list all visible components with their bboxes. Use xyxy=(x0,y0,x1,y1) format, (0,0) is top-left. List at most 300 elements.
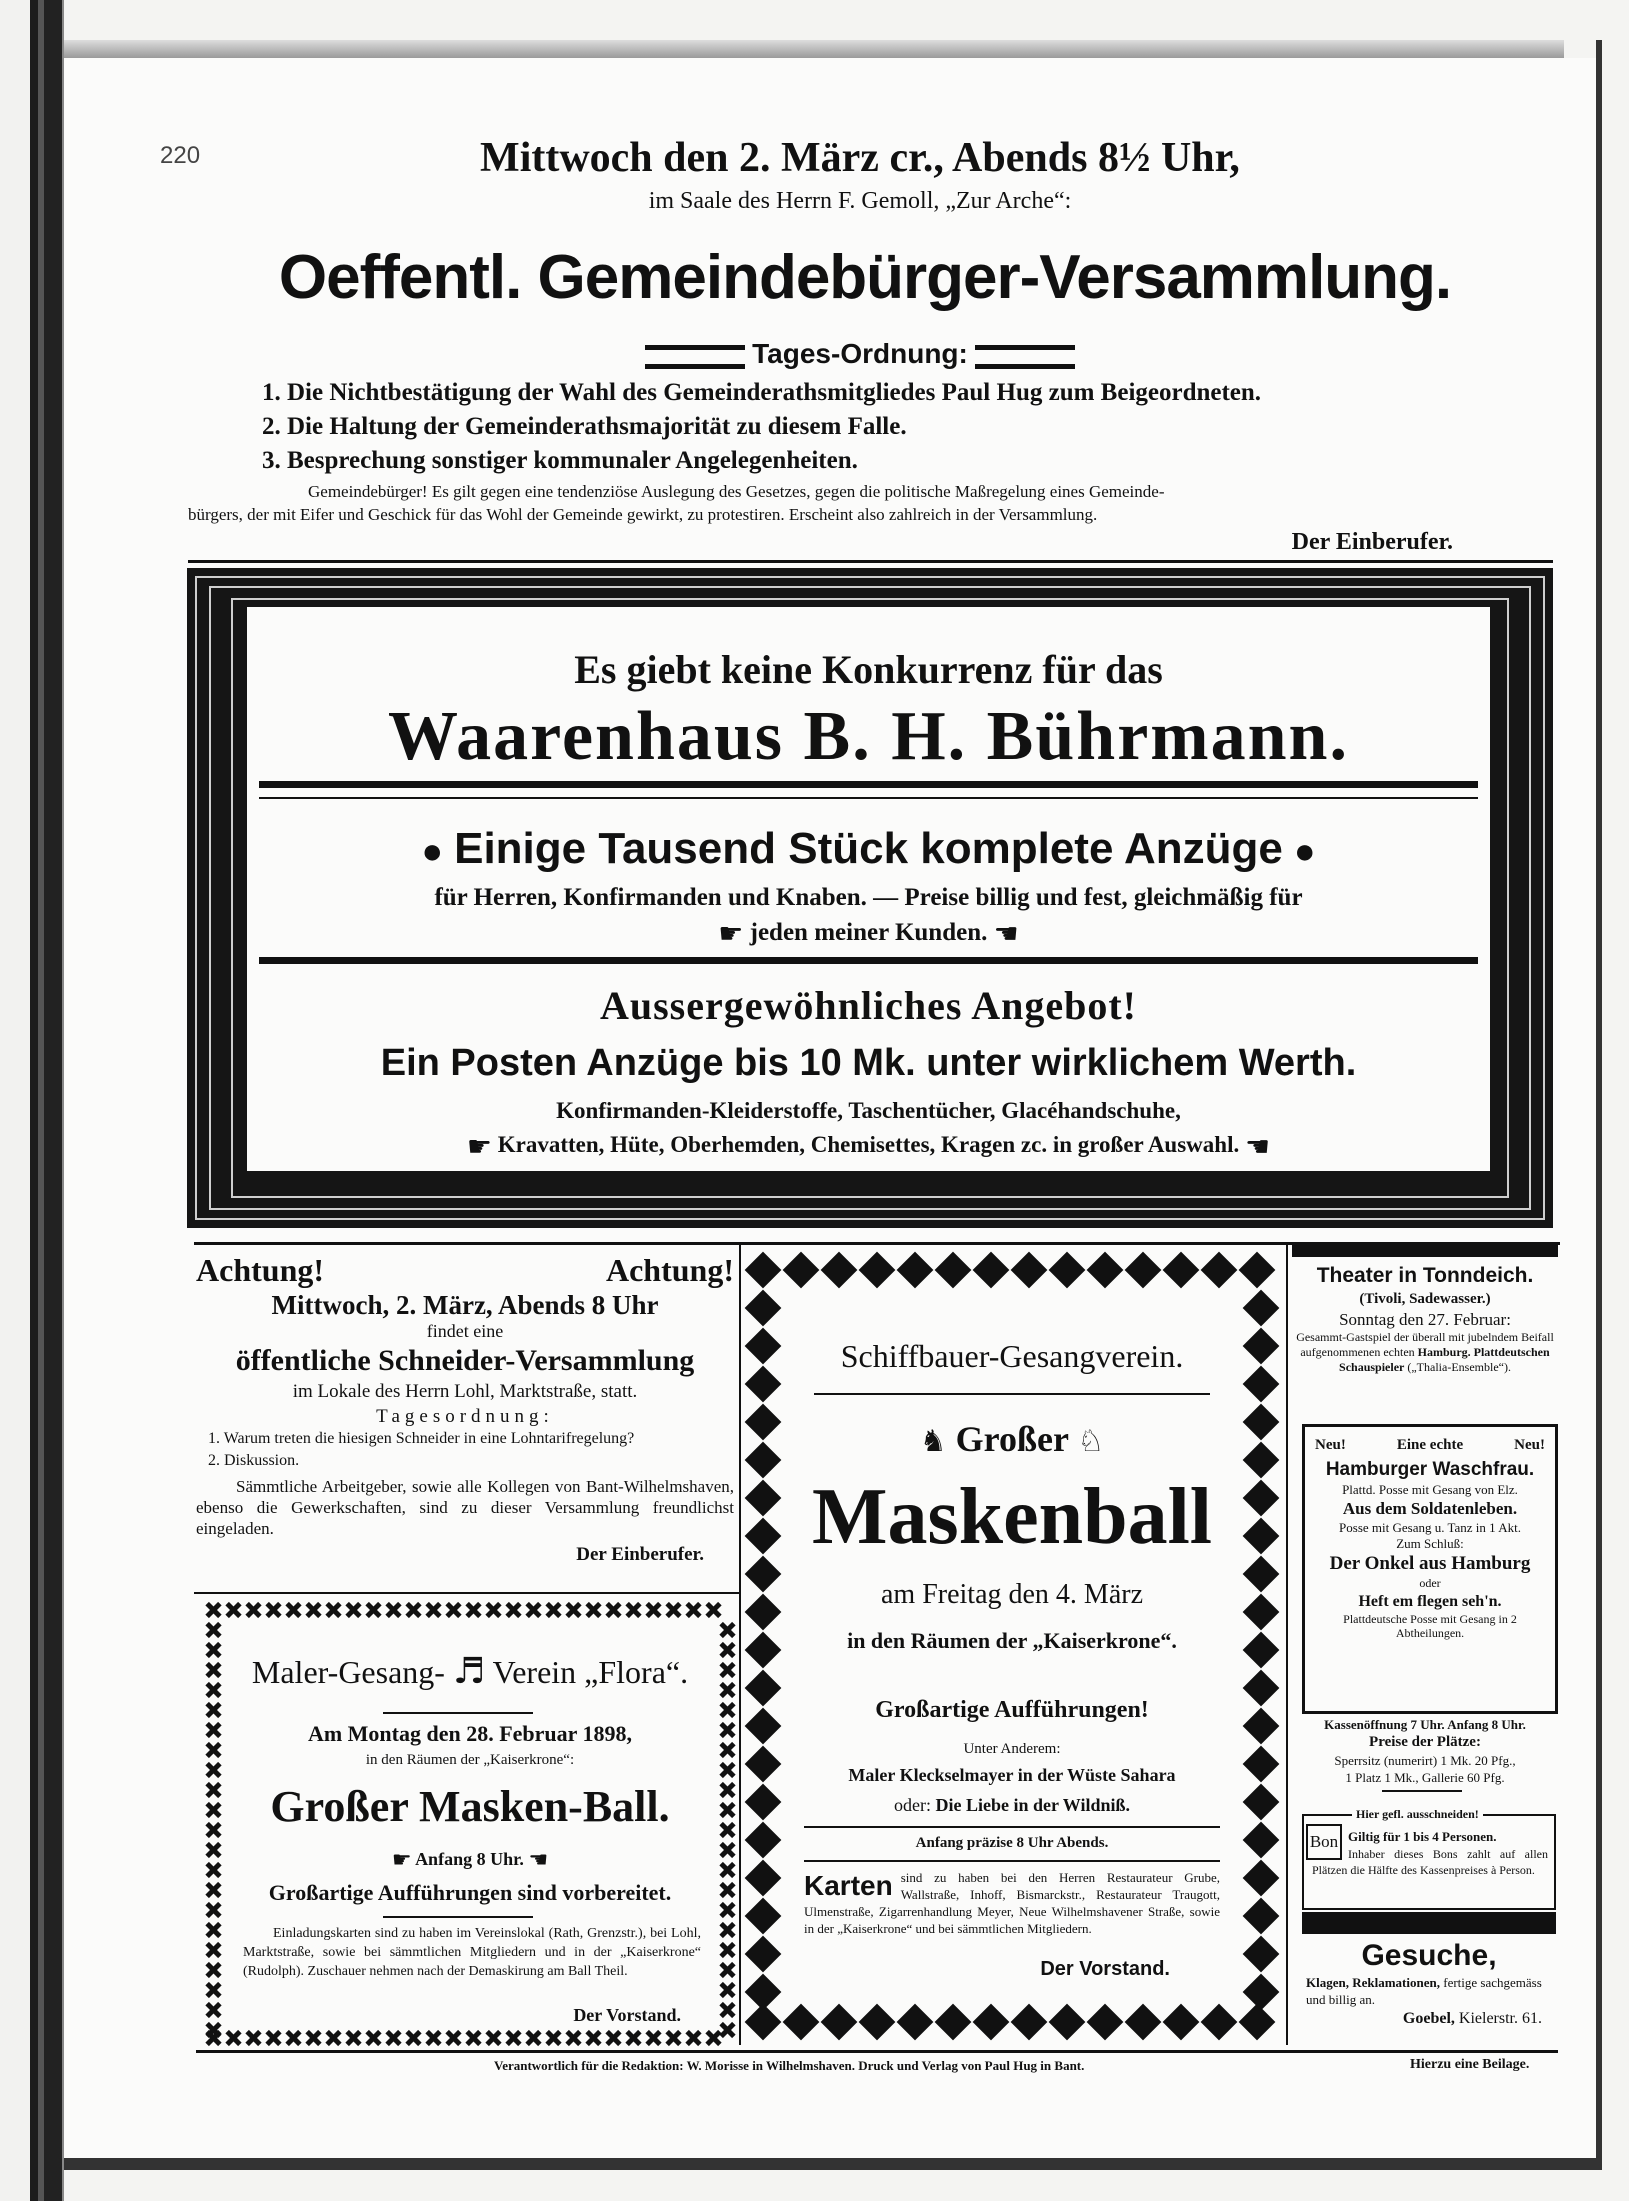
cross-ornament xyxy=(505,2030,521,2046)
cross-ornament xyxy=(445,2030,461,2046)
diamond-ornament xyxy=(1243,1974,1280,2011)
schiffbauer-club: Schiffbauer-Gesangverein. xyxy=(840,1338,1184,1374)
cross-ornament xyxy=(205,1962,221,1978)
coupon-box xyxy=(1302,1807,1556,1910)
schneider-venue: im Lokale des Herrn Lohl, Marktstraße, statt. xyxy=(292,1381,638,1402)
play1-desc: Plattd. Posse mit Gesang von Elz. xyxy=(1342,1482,1518,1497)
diamond-ornament xyxy=(745,1594,782,1631)
diamond-ornament xyxy=(935,1252,972,1289)
diamond-ornament xyxy=(745,1746,782,1783)
diamond-ornament xyxy=(745,1936,782,1973)
cross-ornament xyxy=(605,2030,621,2046)
diamond-ornament xyxy=(745,1822,782,1859)
double-rule-ornament xyxy=(975,345,1075,369)
divider xyxy=(259,957,1478,964)
diamond-ornament xyxy=(745,1328,782,1365)
attention-row xyxy=(196,1250,734,1290)
schneider-findet: findet eine xyxy=(426,1321,504,1341)
diamond-ornament xyxy=(745,1556,782,1593)
imprint: Verantwortlich für die Redaktion: W. Morisse in Wilhelmshaven. Druck und Verlag von Paul Hug in Bant. xyxy=(494,2058,1085,2073)
divider xyxy=(188,560,1553,563)
diamond-ornament xyxy=(745,1974,782,2011)
diamond-ornament xyxy=(745,1480,782,1517)
divider xyxy=(196,2050,1558,2053)
cross-ornament xyxy=(285,1602,301,1618)
cross-ornament xyxy=(719,2002,735,2018)
cross-ornament xyxy=(685,1602,701,1618)
schiffbauer-signature: Der Vorstand. xyxy=(1040,1958,1170,1980)
bon-valid: Giltig für 1 bis 4 Personen. xyxy=(1348,1829,1497,1844)
cross-ornament xyxy=(325,1602,341,1618)
schneider-agenda-heading: Tagesordnung: xyxy=(376,1406,554,1427)
cross-ornament xyxy=(485,2030,501,2046)
play2: Aus dem Soldatenleben. xyxy=(1342,1499,1518,1518)
cross-ornament xyxy=(719,1922,735,1938)
divider xyxy=(194,1592,739,1594)
theater-desc-bold: Hamburg. Plattdeutschen Schauspieler xyxy=(1339,1345,1550,1374)
cross-ornament xyxy=(265,2030,281,2046)
cross-ornament xyxy=(645,2030,661,2046)
divider xyxy=(383,1712,533,1714)
schneider-title: öffentliche Schneider-Versammlung xyxy=(235,1344,695,1377)
meeting-venue: im Saale des Herrn F. Gemoll, „Zur Arche“: xyxy=(648,188,1072,214)
flora-performances: Großartige Aufführungen sind vorbereitet. xyxy=(268,1880,672,1905)
diamond-ornament xyxy=(1243,1632,1280,1669)
agenda-item: 1. Die Nichtbestätigung der Wahl des Gemeinderathsmitgliedes Paul Hug zum Beigeordneten. xyxy=(262,379,1262,406)
diamond-ornament xyxy=(745,1784,782,1821)
cross-ornament xyxy=(205,1702,221,1718)
diamond-ornament xyxy=(935,2004,972,2041)
agenda-list xyxy=(262,376,1542,478)
diamond-ornament xyxy=(1243,1822,1280,1859)
divider xyxy=(814,1393,1210,1395)
divider xyxy=(259,797,1478,799)
schiffbauer-among: Unter Anderem: xyxy=(963,1741,1061,1757)
schiffbauer-date: am Freitag den 4. März xyxy=(880,1579,1144,1610)
diamond-ornament xyxy=(745,1290,782,1327)
cross-ornament xyxy=(465,2030,481,2046)
prices-line: 1 Platz 1 Mk., Gallerie 60 Pfg. xyxy=(1345,1770,1505,1785)
attention-left: Achtung! xyxy=(196,1252,325,1288)
cross-ornament xyxy=(685,2030,701,2046)
cross-ornament xyxy=(205,1782,221,1798)
diamond-ornament xyxy=(1163,1252,1200,1289)
column-rule xyxy=(739,1245,741,2045)
agenda-item: 2. Diskussion. xyxy=(208,1452,300,1469)
diamond-ornament xyxy=(1243,1518,1280,1555)
diamond-ornament xyxy=(783,1252,820,1289)
agenda-item: 1. Warum treten die hiesigen Schneider in eine Lohntarifregelung? xyxy=(208,1430,635,1447)
prices-heading: Preise der Plätze: xyxy=(1369,1734,1481,1750)
cross-ornament xyxy=(205,1902,221,1918)
schiffbauer-headline: Maskenball xyxy=(811,1473,1213,1561)
diamond-ornament xyxy=(1087,2004,1124,2041)
diamond-ornament xyxy=(821,2004,858,2041)
diamond-ornament xyxy=(1239,2004,1276,2041)
diamond-ornament xyxy=(745,1898,782,1935)
dancer-figure-icon: ♘ xyxy=(1077,1424,1105,1459)
cross-ornament xyxy=(245,1602,261,1618)
schneider-signature: Der Einberufer. xyxy=(576,1544,704,1565)
meeting-date-line: Mittwoch den 2. März cr., Abends 8½ Uhr, xyxy=(480,135,1240,181)
theater-program-box xyxy=(1302,1424,1558,1714)
cross-ornament xyxy=(719,1622,735,1638)
cross-ornament xyxy=(719,1642,735,1658)
cross-ornament xyxy=(719,1662,735,1678)
column-rule xyxy=(1286,1245,1288,2045)
cross-ornament xyxy=(345,2030,361,2046)
divider xyxy=(383,1916,533,1918)
diamond-ornament xyxy=(1243,1708,1280,1745)
diamond-ornament xyxy=(1243,1936,1280,1973)
cross-ornament xyxy=(205,1602,221,1618)
schneider-date: Mittwoch, 2. März, Abends 8 Uhr xyxy=(271,1290,659,1320)
diamond-ornament xyxy=(1201,2004,1238,2041)
cross-ornament xyxy=(719,2022,735,2038)
page-right-edge xyxy=(1596,40,1602,2170)
schiffbauer-tickets xyxy=(804,1869,1220,1937)
goebel-text-bold: Klagen, Reklamationen, xyxy=(1306,1975,1440,1990)
page-top-edge xyxy=(64,40,1564,58)
diamond-ornament xyxy=(1243,1746,1280,1783)
cross-ornament xyxy=(719,1982,735,1998)
flora-info: Einladungskarten sind zu haben im Vereinslokal (Rath, Grenzstr.), bei Lohl, Marktstraße, sowie bei sämmtlichen Mitgliedern und in der „Kaiserkrone“ (Rudolph). Zuschauer nehmen nach der Demaskirung am Ball Theil. xyxy=(243,1926,701,1979)
cross-ornament xyxy=(205,1802,221,1818)
meeting-signature: Der Einberufer. xyxy=(1291,529,1453,555)
flora-title-left: Maler-Gesang- xyxy=(251,1654,445,1690)
play2-desc: Posse mit Gesang u. Tanz in 1 Akt. xyxy=(1339,1520,1521,1535)
cross-ornament xyxy=(719,1842,735,1858)
double-rule-ornament xyxy=(645,345,745,369)
cross-ornament xyxy=(485,1602,501,1618)
diamond-ornament xyxy=(745,1708,782,1745)
diamond-ornament xyxy=(745,1404,782,1441)
cross-ornament xyxy=(205,1642,221,1658)
cross-ornament xyxy=(205,1882,221,1898)
bullet-icon: ● xyxy=(1293,831,1316,871)
cross-ornament xyxy=(719,1802,735,1818)
pointing-hand-left-icon: ☚ xyxy=(528,1847,549,1873)
schneider-ad xyxy=(196,1250,734,1567)
agenda-item: 2. Die Haltung der Gemeinderathsmajorität zu diesem Falle. xyxy=(262,413,907,440)
schiffbauer-venue: in den Räumen der „Kaiserkrone“. xyxy=(847,1628,1177,1653)
theater-times: Kassenöffnung 7 Uhr. Anfang 8 Uhr. xyxy=(1324,1717,1526,1732)
cross-ornament xyxy=(525,1602,541,1618)
buehrmann-goods2-row xyxy=(247,1127,1490,1165)
cross-ornament xyxy=(719,1822,735,1838)
pointing-hand-left-icon: ☚ xyxy=(1244,1129,1271,1163)
cross-ornament xyxy=(365,1602,381,1618)
diamond-ornament xyxy=(1243,1366,1280,1403)
pointing-hand-right-icon: ☛ xyxy=(718,917,744,951)
cross-ornament xyxy=(705,1602,721,1618)
cross-ornament xyxy=(225,1602,241,1618)
theater-prices xyxy=(1292,1716,1558,1792)
buehrmann-goods2: Kravatten, Hüte, Oberhemden, Chemisettes, Kragen zc. in großer Auswahl. xyxy=(497,1132,1240,1157)
cross-ornament xyxy=(719,1782,735,1798)
theater-ad xyxy=(1292,1262,1558,1375)
diamond-ornament xyxy=(821,1252,858,1289)
diamond-ornament xyxy=(1239,1252,1276,1289)
cross-ornament xyxy=(325,2030,341,2046)
diamond-ornament xyxy=(1243,1556,1280,1593)
goebel-name: Goebel, xyxy=(1402,2010,1455,2027)
buehrmann-headline: Einige Tausend Stück komplete Anzüge xyxy=(454,824,1283,873)
cross-ornament xyxy=(665,2030,681,2046)
cross-ornament xyxy=(719,1882,735,1898)
theater-date: Sonntag den 27. Februar: xyxy=(1339,1310,1511,1329)
flora-start-row xyxy=(231,1844,709,1876)
diamond-ornament xyxy=(745,1632,782,1669)
cross-ornament xyxy=(245,2030,261,2046)
cross-ornament xyxy=(365,2030,381,2046)
cross-ornament xyxy=(205,1942,221,1958)
schiffbauer-ad xyxy=(744,1251,1280,2041)
new-right: Neu! xyxy=(1514,1437,1545,1453)
diamond-ornament xyxy=(1243,1670,1280,1707)
attention-right: Achtung! xyxy=(605,1252,734,1288)
goebel-text-body: fertige sachgemäss und billig an. xyxy=(1306,1975,1542,2007)
cross-ornament xyxy=(625,2030,641,2046)
pointing-hand-right-icon: ☛ xyxy=(391,1847,412,1873)
supplement-note: Hierzu eine Beilage. xyxy=(1410,2057,1530,2072)
diamond-ornament xyxy=(1243,1442,1280,1479)
schiffbauer-grosser: Großer xyxy=(955,1419,1069,1459)
appeal-line: Gemeindebürger! Es gilt gegen eine tendenziöse Auslegung des Gesetzes, gegen die politische Maßregelung eines Gemeinde- xyxy=(308,482,1165,501)
cross-ornament xyxy=(719,1902,735,1918)
flora-title-row xyxy=(231,1644,709,1700)
theater-desc xyxy=(1292,1330,1558,1375)
cross-ornament xyxy=(585,1602,601,1618)
cross-ornament xyxy=(385,2030,401,2046)
goebel-address: Kielerstr. 61. xyxy=(1458,2010,1542,2027)
prices-line: Sperrsitz (numerirt) 1 Mk. 20 Pfg., xyxy=(1334,1753,1516,1768)
cross-ornament xyxy=(305,2030,321,2046)
diamond-ornament xyxy=(1125,1252,1162,1289)
schiffbauer-play: Maler Kleckselmayer in der Wüste Sahara xyxy=(848,1765,1176,1785)
bullet-icon: ● xyxy=(421,831,444,871)
theater-desc-text: Gesammt-Gastspiel der überall mit jubelndem Beifall aufgenommenen echten xyxy=(1296,1330,1554,1359)
new-row xyxy=(1305,1433,1555,1457)
theater-title: Theater in Tonndeich. xyxy=(1316,1264,1534,1287)
cross-ornament xyxy=(265,1602,281,1618)
tickets-label: Karten xyxy=(804,1870,893,1901)
flora-headline: Großer Masken-Ball. xyxy=(270,1782,670,1831)
meeting-appeal xyxy=(188,480,1548,526)
diamond-ornament xyxy=(1243,1860,1280,1897)
cross-ornament xyxy=(205,1982,221,1998)
lyre-emblem-icon: ♬ xyxy=(452,1651,486,1692)
buehrmann-goods1: Konfirmanden-Kleiderstoffe, Taschentücher, Glacéhandschuhe, xyxy=(556,1098,1181,1123)
diamond-ornament xyxy=(897,1252,934,1289)
cross-ornament xyxy=(719,1742,735,1758)
cross-ornament xyxy=(205,1682,221,1698)
cross-ornament xyxy=(565,2030,581,2046)
diamond-ornament xyxy=(973,2004,1010,2041)
cross-ornament xyxy=(205,2002,221,2018)
new-left: Neu! xyxy=(1315,1437,1346,1453)
diamond-ornament xyxy=(897,2004,934,2041)
diamond-ornament xyxy=(973,1252,1010,1289)
cross-ornament xyxy=(465,1602,481,1618)
cross-ornament xyxy=(665,1602,681,1618)
cut-here: Hier gefl. ausschneiden! xyxy=(1352,1807,1483,1822)
diamond-ornament xyxy=(1087,1252,1124,1289)
cross-ornament xyxy=(719,1722,735,1738)
new-mid: Eine echte xyxy=(1396,1437,1464,1453)
finale-label: Zum Schluß: xyxy=(1396,1536,1464,1551)
divider xyxy=(1302,1912,1556,1934)
pointing-hand-right-icon: ☛ xyxy=(466,1129,492,1163)
flora-venue: in den Räumen der „Kaiserkrone“: xyxy=(365,1752,575,1768)
diamond-ornament xyxy=(1049,2004,1086,2041)
diamond-ornament xyxy=(745,1252,782,1289)
play3-desc: Plattdeutsche Posse mit Gesang in 2 Abtheilungen. xyxy=(1343,1612,1517,1640)
divider xyxy=(804,1826,1220,1828)
meeting-title: Oeffentl. Gemeindebürger-Versammlung. xyxy=(278,243,1452,312)
diamond-ornament xyxy=(859,1252,896,1289)
diamond-ornament xyxy=(783,2004,820,2041)
cross-ornament xyxy=(225,2030,241,2046)
buehrmann-text1: für Herren, Konfirmanden und Knaben. — Preise billig und fest, gleichmäßig für xyxy=(434,884,1303,911)
cross-ornament xyxy=(505,1602,521,1618)
cross-ornament xyxy=(719,1962,735,1978)
diamond-ornament xyxy=(1049,1252,1086,1289)
cross-ornament xyxy=(719,1702,735,1718)
cross-ornament xyxy=(405,1602,421,1618)
page-bottom-edge xyxy=(64,2158,1602,2170)
play3-oder: oder xyxy=(1419,1576,1441,1590)
diamond-ornament xyxy=(1243,1594,1280,1631)
cross-ornament xyxy=(205,1842,221,1858)
cross-ornament xyxy=(205,1862,221,1878)
play-alt: Die Liebe in der Wildniß. xyxy=(935,1795,1131,1815)
cross-ornament xyxy=(545,1602,561,1618)
diamond-ornament xyxy=(1243,1898,1280,1935)
cross-ornament xyxy=(525,2030,541,2046)
schiffbauer-performances: Großartige Aufführungen! xyxy=(875,1697,1149,1723)
buehrmann-intro: Es giebt keine Konkurrenz für das xyxy=(574,647,1163,692)
goebel-address-row xyxy=(1300,2008,1558,2030)
flora-date: Am Montag den 28. Februar 1898, xyxy=(307,1721,633,1746)
diamond-ornament xyxy=(745,1442,782,1479)
cross-ornament xyxy=(445,1602,461,1618)
play3: Der Onkel aus Hamburg xyxy=(1329,1553,1531,1574)
diamond-ornament xyxy=(1011,2004,1048,2041)
flora-start: Anfang 8 Uhr. xyxy=(415,1849,524,1869)
cross-ornament xyxy=(205,1622,221,1638)
buehrmann-text2-row xyxy=(247,915,1490,952)
diamond-ornament xyxy=(745,1366,782,1403)
diamond-ornament xyxy=(745,1670,782,1707)
diamond-ornament xyxy=(1201,1252,1238,1289)
schiffbauer-play-alt-row xyxy=(792,1793,1232,1817)
diamond-ornament xyxy=(745,1518,782,1555)
cross-ornament xyxy=(205,1762,221,1778)
diamond-ornament xyxy=(859,2004,896,2041)
goebel-title: Gesuche, xyxy=(1361,1939,1497,1972)
goebel-ad xyxy=(1300,1938,1558,2030)
cross-ornament xyxy=(425,1602,441,1618)
play3-alt: Heft em flegen seh'n. xyxy=(1358,1593,1502,1610)
diamond-ornament xyxy=(1243,1480,1280,1517)
theater-desc-end: („Thalia-Ensemble“). xyxy=(1407,1360,1511,1374)
cross-ornament xyxy=(285,2030,301,2046)
cross-ornament xyxy=(305,1602,321,1618)
cross-ornament xyxy=(345,1602,361,1618)
play1: Hamburger Waschfrau. xyxy=(1325,1459,1535,1480)
divider xyxy=(1382,1790,1462,1792)
book-binding xyxy=(0,0,64,2201)
cross-ornament xyxy=(205,1822,221,1838)
cross-ornament xyxy=(719,1682,735,1698)
divider xyxy=(1292,1245,1558,1257)
buehrmann-ad xyxy=(247,607,1490,1171)
goebel-text xyxy=(1300,1974,1558,2008)
cross-ornament xyxy=(205,1922,221,1938)
diamond-ornament xyxy=(1243,1784,1280,1821)
pointing-hand-left-icon: ☚ xyxy=(993,917,1019,951)
schiffbauer-grosser-row xyxy=(792,1417,1232,1464)
cross-ornament xyxy=(545,2030,561,2046)
cross-ornament xyxy=(719,1762,735,1778)
flora-title-right: Verein „Flora“. xyxy=(492,1654,689,1690)
cross-ornament xyxy=(205,1722,221,1738)
buehrmann-text2: jeden meiner Kunden. xyxy=(749,919,988,946)
buehrmann-offer: Aussergewöhnliches Angebot! xyxy=(599,983,1138,1028)
cross-ornament xyxy=(645,1602,661,1618)
diamond-ornament xyxy=(745,1860,782,1897)
buehrmann-name: Waarenhaus B. H. Bührmann. xyxy=(388,698,1349,775)
agenda-item: 3. Besprechung sonstiger kommunaler Angelegenheiten. xyxy=(262,447,858,474)
dancer-figure-icon: ♞ xyxy=(919,1424,947,1459)
theater-subtitle: (Tivoli, Sadewasser.) xyxy=(1359,1291,1491,1307)
cross-ornament xyxy=(625,1602,641,1618)
tickets-text: sind zu haben bei den Herren Restaurateur Grube, Wallstraße, Inhoff, Bismarckstr., Restaurateur Traugott, Ulmenstraße, Zigarrenhandlung Meyer, Neue Wilhelmshavener Straße, sowie in der „Kaiserkrone“ und bei sämmtlichen Mitgliedern. xyxy=(804,1870,1220,1936)
cross-ornament xyxy=(205,1662,221,1678)
appeal-line: bürgers, der mit Eifer und Geschick für das Wohl der Gemeinde gewirkt, zu protestiren. Erscheint also zahlreich in der Versammlung. xyxy=(188,505,1098,524)
flora-ad xyxy=(203,1600,737,2048)
diamond-ornament xyxy=(1163,2004,1200,2041)
buehrmann-offer2: Ein Posten Anzüge bis 10 Mk. unter wirklichem Werth. xyxy=(380,1042,1357,1084)
schneider-invite: Sämmtliche Arbeitgeber, sowie alle Kollegen von Bant-Wilhelmshaven, ebenso die Gewerkschaften, sind zu dieser Versammlung freundlichst eingeladen. xyxy=(196,1477,734,1538)
cross-ornament xyxy=(205,1742,221,1758)
cross-ornament xyxy=(405,2030,421,2046)
cross-ornament xyxy=(205,2022,221,2038)
diamond-ornament xyxy=(1243,1328,1280,1365)
divider xyxy=(804,1860,1220,1862)
schneider-agenda xyxy=(196,1428,734,1472)
buehrmann-headline-row xyxy=(247,819,1490,881)
agenda-heading xyxy=(200,336,1520,373)
diamond-ornament xyxy=(1243,1290,1280,1327)
bon-text: Inhaber dieses Bons zahlt auf allen Plätzen die Hälfte des Kassenpreises à Person. xyxy=(1312,1847,1548,1877)
cross-ornament xyxy=(719,1942,735,1958)
agenda-heading-text: Tages-Ordnung: xyxy=(752,338,968,369)
cross-ornament xyxy=(425,2030,441,2046)
cross-ornament xyxy=(719,1862,735,1878)
flora-signature: Der Vorstand. xyxy=(573,2005,681,2025)
schiffbauer-start: Anfang präzise 8 Uhr Abends. xyxy=(915,1835,1109,1851)
play-alt-prefix: oder: xyxy=(893,1795,931,1815)
diamond-ornament xyxy=(1243,1404,1280,1441)
diamond-ornament xyxy=(1125,2004,1162,2041)
bon-label: Bon xyxy=(1309,1832,1339,1851)
cross-ornament xyxy=(585,2030,601,2046)
page-number: 220 xyxy=(160,142,201,169)
divider xyxy=(259,781,1478,788)
diamond-ornament xyxy=(1011,1252,1048,1289)
